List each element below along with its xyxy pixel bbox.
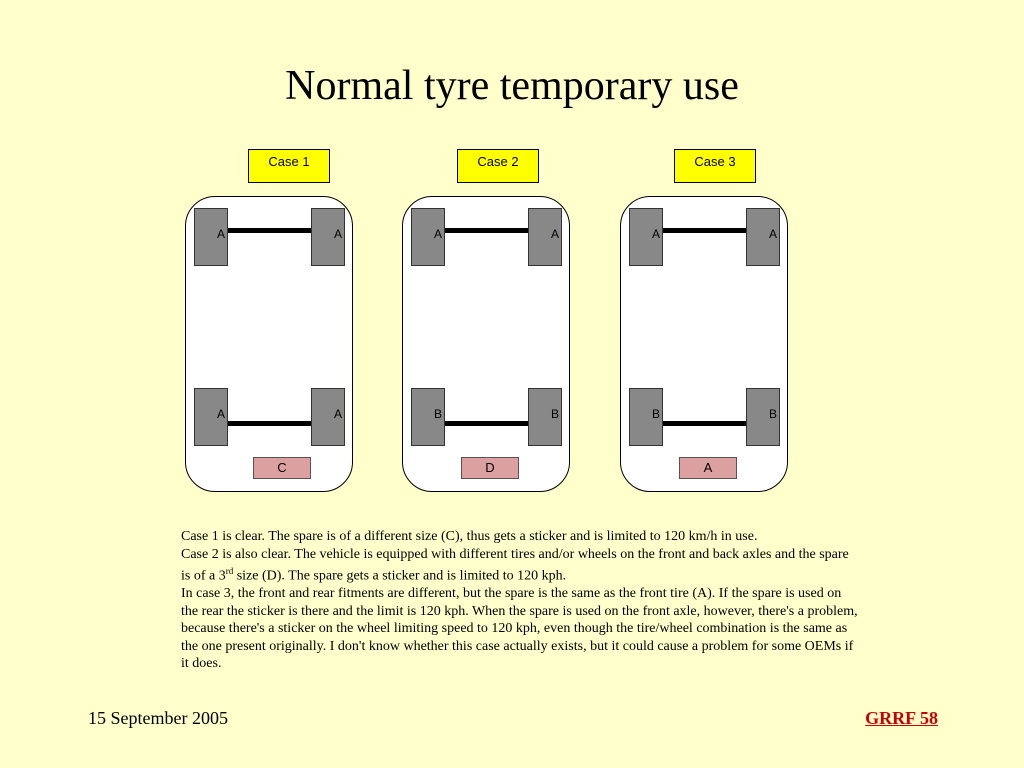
case-1-front-axle bbox=[228, 228, 312, 233]
case-3-front-right-wheel: A bbox=[746, 208, 780, 266]
case-3-spare: A bbox=[679, 457, 737, 479]
case-3-front-left-wheel: A bbox=[629, 208, 663, 266]
case-2-rear-axle bbox=[445, 421, 529, 426]
case-1-front-left-wheel: A bbox=[194, 208, 228, 266]
case-1-spare: C bbox=[253, 457, 311, 479]
case-2-front-left-wheel: A bbox=[411, 208, 445, 266]
description-text bbox=[181, 528, 861, 673]
case-3-rear-left-wheel: B bbox=[629, 388, 663, 446]
case-2-rear-right-wheel: B bbox=[528, 388, 562, 446]
case-1-rear-axle bbox=[228, 421, 312, 426]
case-1-front-right-wheel: A bbox=[311, 208, 345, 266]
case-3-front-axle bbox=[663, 228, 747, 233]
case-2-label: Case 2 bbox=[457, 149, 539, 183]
case-2-front-right-wheel: A bbox=[528, 208, 562, 266]
case-2-spare: D bbox=[461, 457, 519, 479]
description-case-1: Case 1 is clear. The spare is of a different size (C), thus gets a sticker and is limited to 120 km/h in use. bbox=[181, 529, 758, 544]
slide-title: Normal tyre temporary use bbox=[285, 63, 739, 109]
case-2-vehicle bbox=[402, 196, 570, 492]
case-3-vehicle bbox=[620, 196, 788, 492]
case-2-rear-left-wheel: B bbox=[411, 388, 445, 446]
case-3-rear-axle bbox=[663, 421, 747, 426]
footer-date: 15 September 2005 bbox=[88, 708, 228, 728]
case-3-rear-right-wheel: B bbox=[746, 388, 780, 446]
description-case-2: Case 2 is also clear. The vehicle is equipped with different tires and/or wheels on the front and back axles and the spare is of a 3rd size (D). The spare gets a sticker and is limited to 120 kph. bbox=[181, 546, 849, 584]
footer-reference: GRRF 58 bbox=[865, 708, 938, 728]
description-case-3: In case 3, the front and rear fitments are different, but the spare is the same as the front tire (A). If the spare is used on the rear the sticker is there and the limit is 120 kph. When the spare is used on the front axle, however, there's a problem, because there's a sticker on the wheel limiting speed to 120 kph, even though the tire/wheel combination is the same as the one present originally. I don't know whether this case actually exists, but it could cause a problem for some OEMs if it does. bbox=[181, 586, 858, 672]
case-1-rear-right-wheel: A bbox=[311, 388, 345, 446]
case-1-label: Case 1 bbox=[248, 149, 330, 183]
case-3-label: Case 3 bbox=[674, 149, 756, 183]
case-1-rear-left-wheel: A bbox=[194, 388, 228, 446]
case-1-vehicle bbox=[185, 196, 353, 492]
case-2-front-axle bbox=[445, 228, 529, 233]
